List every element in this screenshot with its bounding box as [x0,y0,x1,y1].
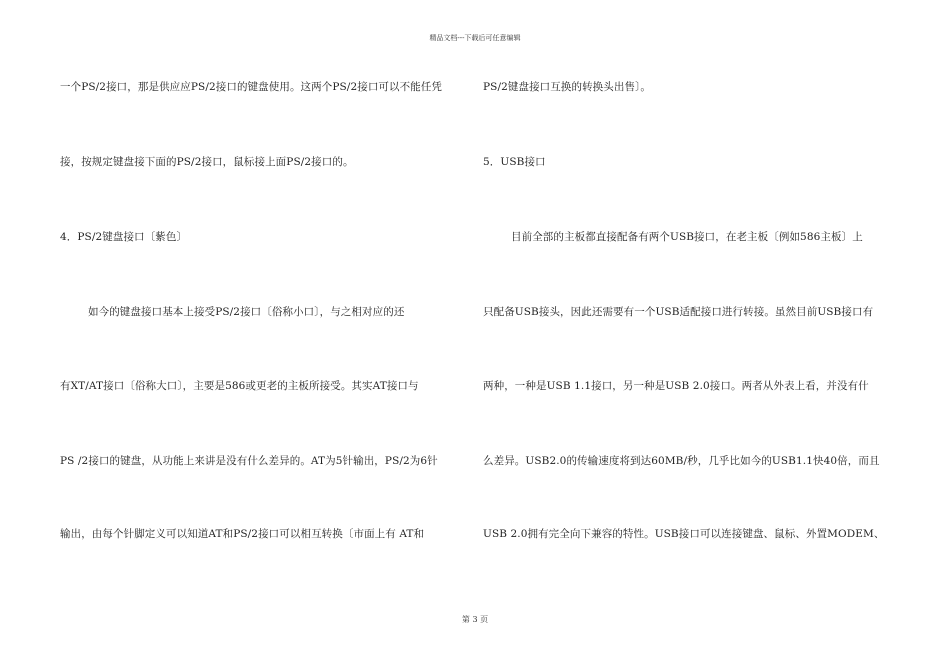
page-header: 精品文档---下载后可任意编辑 [429,34,521,42]
right-column [483,0,903,672]
text-line: PS/2键盘接口互换的转换头出售〕。 [483,81,652,93]
text-line: 目前全部的主板都直接配备有两个USB接口，在老主板〔例如586主板〕上 [511,231,863,243]
text-line: 有XT/AT接口〔俗称大口〕，主要是586或更老的主板所接受。其实AT接口与 [60,380,419,392]
text-line: 两种，一种是USB 1.1接口，另一种是USB 2.0接口。两者从外表上看，并没有什 [483,380,869,392]
page-number: 第 3 页 [461,615,489,624]
text-line: 接，按规定键盘接下面的PS/2接口，鼠标接上面PS/2接口的。 [60,156,354,168]
text-line: USB 2.0拥有完全向下兼容的特性。USB接口可以连接键盘、鼠标、外置MODEM、 [483,528,885,540]
section-heading: 4．PS/2键盘接口〔紫色〕 [60,231,188,243]
text-line: 一个PS/2接口，那是供应应PS/2接口的键盘使用。这两个PS/2接口可以不能任凭 [60,81,443,93]
text-line: 只配备USB接头，因此还需要有一个USB适配接口进行转接。虽然目前USB接口有 [483,306,874,318]
text-line: 输出，由每个针脚定义可以知道AT和PS/2接口可以相互转换〔市面上有 AT和 [60,528,425,540]
left-column [60,0,480,672]
text-line: 如今的键盘接口基本上接受PS/2接口〔俗称小口〕，与之相对应的还 [88,306,405,318]
section-heading: 5．USB接口 [483,156,546,168]
text-line: 么差异。USB2.0的传输速度将到达60MB/秒，几乎比如今的USB1.1快40倍，而且 [483,455,880,467]
text-line: PS /2接口的键盘，从功能上来讲是没有什么差异的。AT为5针输出，PS/2为6针 [60,455,438,467]
